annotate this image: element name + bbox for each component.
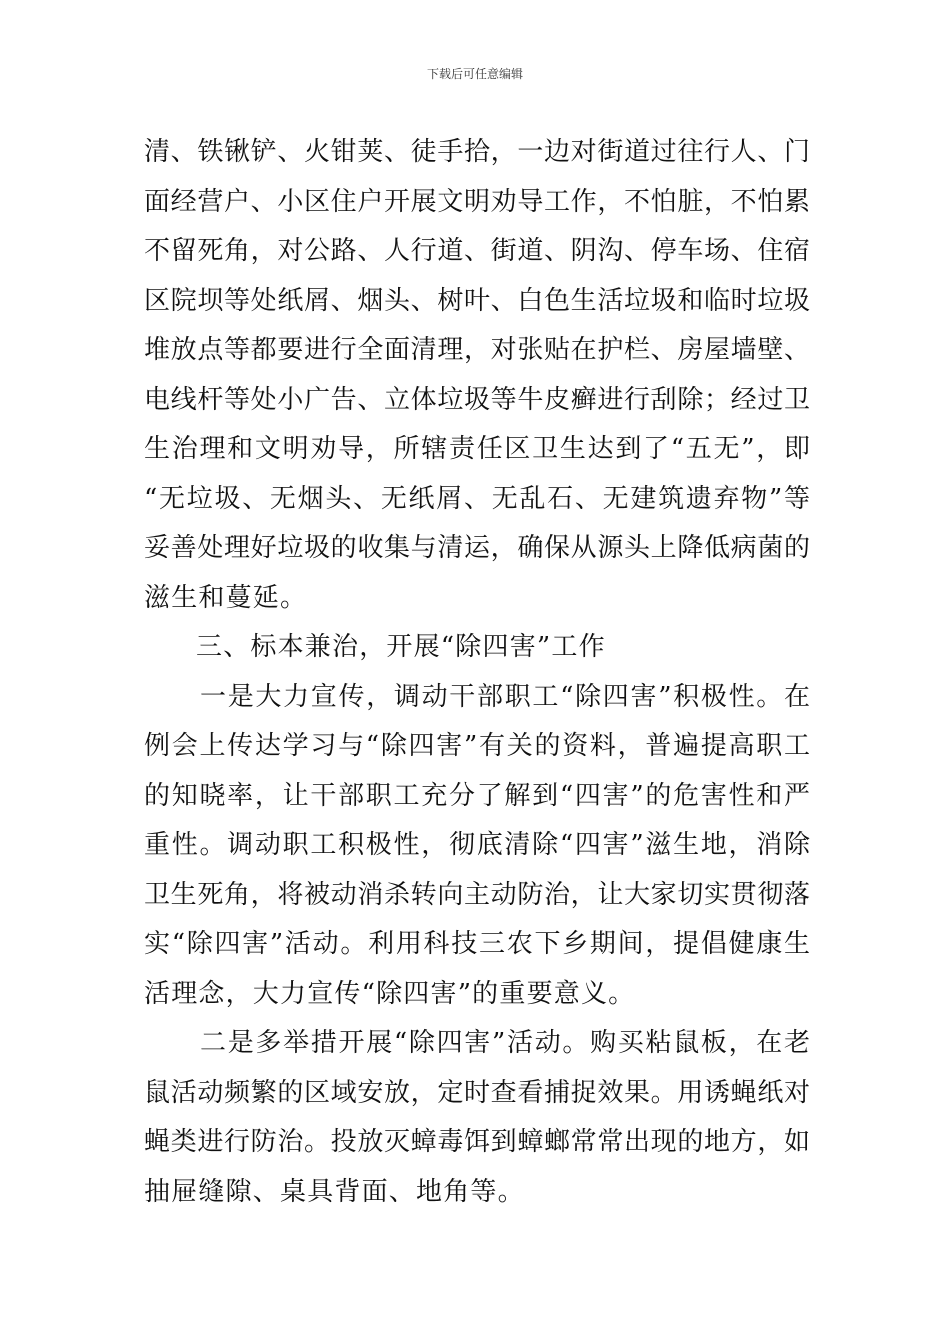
section-heading xyxy=(144,623,810,673)
text-line: “无垃圾、无烟头、无纸屑、无乱石、无建筑遗弃物”等 xyxy=(144,483,810,514)
text-line: 卫生死角，将被动消杀转向主动防治，让大家切实贯彻落 xyxy=(144,879,810,910)
heading-text: 三、标本兼治，开展“除四害”工作 xyxy=(196,632,606,662)
paragraph-sanitation xyxy=(144,128,810,623)
text-line: 电线杆等处小广告、立体垃圾等牛皮癣进行刮除；经过卫 xyxy=(144,384,810,415)
text-line: 的知晓率，让干部职工充分了解到“四害”的危害性和严 xyxy=(144,780,810,811)
text-line: 妥善处理好垃圾的收集与清运，确保从源头上降低病菌的 xyxy=(144,533,810,563)
paragraph-publicity xyxy=(144,673,810,1020)
text-line: 鼠活动频繁的区域安放，定时查看捕捉效果。用诱蝇纸对 xyxy=(144,1077,810,1108)
paragraph-measures xyxy=(144,1019,810,1217)
text-line: 一是大力宣传，调动干部职工“除四害”积极性。在 xyxy=(200,681,810,712)
document-body xyxy=(144,128,810,1217)
text-line: 滋生和蔓延。 xyxy=(144,582,308,613)
text-line: 区院坝等处纸屑、烟头、树叶、白色生活垃圾和临时垃圾 xyxy=(144,285,810,316)
text-line: 二是多举措开展“除四害”活动。购买粘鼠板，在老 xyxy=(200,1028,810,1058)
page-header: 下载后可任意编辑 xyxy=(426,67,523,81)
text-line: 抽屉缝隙、桌具背面、地角等。 xyxy=(144,1176,525,1207)
text-line: 面经营户、小区住户开展文明劝导工作，不怕脏，不怕累 xyxy=(144,186,810,217)
text-line: 清、铁锹铲、火钳荚、徒手拾，一边对街道过往行人、门 xyxy=(144,137,810,167)
text-line: 实“除四害”活动。利用科技三农下乡期间，提倡健康生 xyxy=(144,929,810,959)
text-line: 重性。调动职工积极性，彻底清除“四害”滋生地，消除 xyxy=(144,830,810,860)
text-line: 例会上传达学习与“除四害”有关的资料，普遍提高职工 xyxy=(144,731,810,761)
text-line: 蝇类进行防治。投放灭蟑毒饵到蟑螂常常出现的地方，如 xyxy=(144,1127,810,1157)
text-line: 不留死角，对公路、人行道、街道、阴沟、停车场、住宿 xyxy=(144,236,810,266)
text-line: 堆放点等都要进行全面清理，对张贴在护栏、房屋墙壁、 xyxy=(144,335,810,365)
text-line: 生治理和文明劝导，所辖责任区卫生达到了“五无”，即 xyxy=(144,434,810,464)
text-line: 活理念，大力宣传“除四害”的重要意义。 xyxy=(144,978,636,1009)
